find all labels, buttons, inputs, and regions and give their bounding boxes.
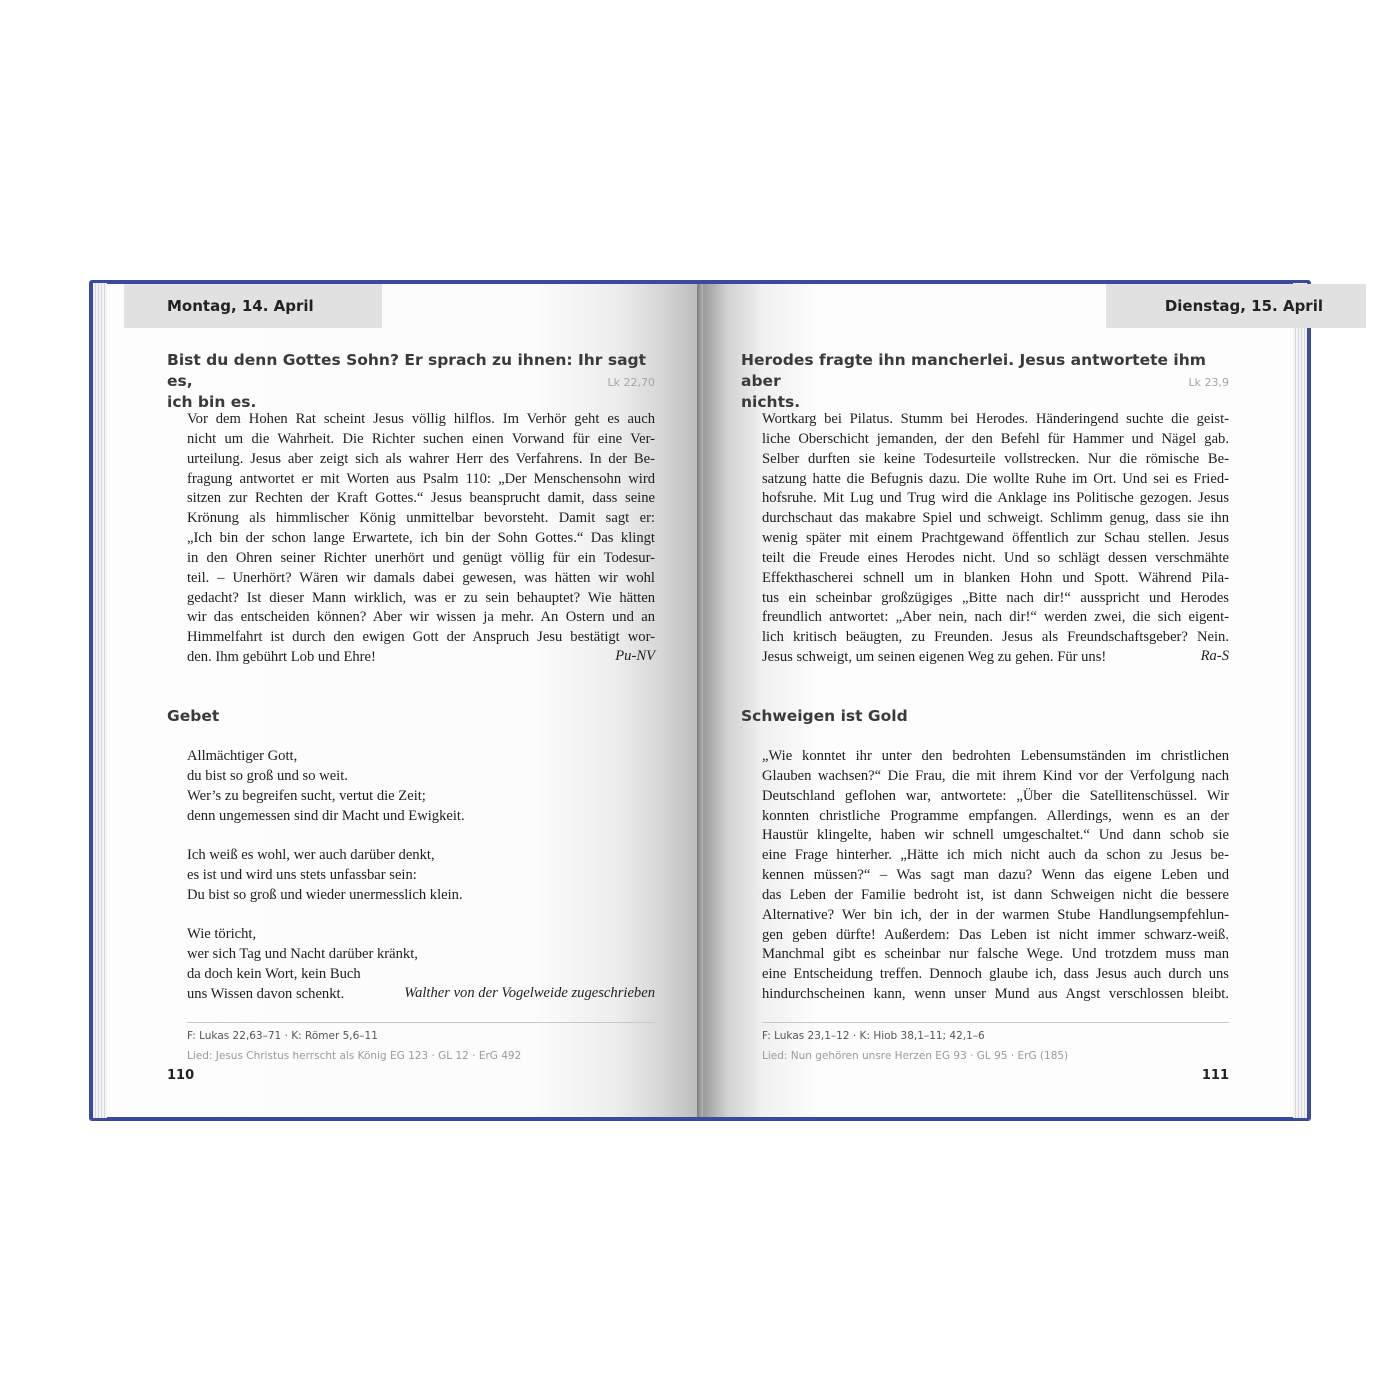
poem-line: uns Wissen davon schenkt.: [187, 985, 345, 1002]
text-line: Glauben wachsen?“ Die Frau, die mit ihrem Kind vor der Verfolgung nach: [762, 767, 1229, 784]
text-line: „Wie konntet ihr unter den bedrohten Lebensumständen im christlichen: [762, 748, 1229, 764]
day-header: Montag, 14. April: [124, 284, 382, 328]
text-line: hindurchscheinen kann, wenn unser Mund aus Angst verschlossen bleibt.: [762, 986, 1229, 1003]
text-line: gedacht? Ist dieser Mann wirklich, was er zu sein behauptet? Wie hätten: [187, 589, 655, 606]
right-page: [703, 284, 1323, 1117]
text-line: kennen müssen?“ – Was sagt man dazu? Wenn das eigene Leben und: [762, 867, 1229, 884]
footer-divider: [762, 1022, 1229, 1023]
page-number: 111: [1201, 1068, 1229, 1083]
text-line: lich kritisch beäugten, zu Freunden. Jesus als Freundschaftsgeber? Nein.: [762, 629, 1229, 646]
page-edges-left: [93, 283, 107, 1118]
story-text: [762, 747, 1229, 1005]
text-line: Manchmal gibt es scheinbar nur falsche Wege. Und trotzdem muss man: [762, 946, 1229, 963]
text-line: wenig später mit einem Prachtgewand öffentlich zur Schau stellen. Jesus: [762, 530, 1229, 547]
text-line: den. Ihm gebührt Lob und Ehre!: [187, 649, 376, 666]
poem-line: Allmächtiger Gott,: [187, 748, 298, 764]
poem-line: du bist so groß und so weit.: [187, 767, 348, 784]
page-edges-right: [1293, 283, 1307, 1118]
readings-footnote: F: Lukas 22,63–71 · K: Römer 5,6–11: [187, 1030, 378, 1042]
poem-line: wer sich Tag und Nacht darüber kränkt,: [187, 945, 418, 962]
text-line: teil. – Unerhört? Wären wir damals dabei gewesen, was hätten wir wohl: [187, 569, 655, 586]
verse-reference: Lk 22,70: [607, 376, 655, 389]
text-line: das Leben der Familie bedroht ist, ist dann Schweigen nicht die bessere: [762, 886, 1229, 903]
text-line: satzung hatte die Befugnis dazu. Die wollte Ruhe im Ort. Und sei es Fried-: [762, 470, 1229, 487]
text-line: wir das entscheiden können? Aber wir wissen ja mehr. An Ostern und an: [187, 609, 655, 626]
section-title: Schweigen ist Gold: [741, 707, 908, 725]
poem-line: es ist und wird uns stets unfassbar sein:: [187, 866, 417, 883]
text-line: Wortkarg bei Pilatus. Stumm bei Herodes. Händeringend suchte die geist-: [762, 411, 1229, 427]
song-footnote: Lied: Nun gehören unsre Herzen EG 93 · GL 95 · ErG (185): [762, 1050, 1069, 1062]
poem-line: Du bist so groß und wieder unermesslich klein.: [187, 886, 463, 903]
text-line: sitzen zur Rechten der Kraft Gottes.“ Jesus beansprucht damit, dass seine: [187, 490, 655, 507]
text-line: Haustür klingelte, haben wir schnell umgeschaltet.“ Und dann schob sie: [762, 827, 1229, 844]
text-line: Effekthascherei schnell um in blanken Hohn und Spott. Während Pila-: [762, 569, 1229, 586]
devotion-text: [187, 410, 655, 668]
devotion-author: Pu-NV: [615, 648, 655, 664]
text-line: urteilung. Jesus aber zeigt sich als wahrer Herr des Verfahrens. In der Be-: [187, 450, 655, 467]
text-line: freundlich antwortet: „Aber nein, nach dir!“ werden zwei, die sich eigent-: [762, 609, 1229, 626]
poem-line: Wie töricht,: [187, 926, 257, 942]
text-line: konnten christliche Programme empfangen. Allerdings, wenn es an der: [762, 807, 1229, 824]
text-line: gen geben dürfte! Außerdem: Das Leben ist nicht immer schwarz-weiß.: [762, 926, 1229, 943]
text-line: Himmelfahrt ist durch den ewigen Gott der Anspruch Jesu bestätigt wor-: [187, 629, 655, 646]
text-line: Alternative? Wer bin ich, der in der warmen Stube Handlungsempfehlun-: [762, 906, 1229, 923]
text-line: teilt die Freude eines Herodes nicht. Und so schlägt dessen verschmähte: [762, 549, 1229, 566]
text-line: eine Entscheidung treffen. Dennoch glaube ich, dass Jesus auch durch uns: [762, 966, 1229, 983]
song-footnote: Lied: Jesus Christus herrscht als König EG 123 · GL 12 · ErG 492: [187, 1050, 522, 1062]
text-line: hofsruhe. Mit Lug und Trug wird die Anklage ins Politische gezogen. Jesus: [762, 490, 1229, 507]
text-line: nicht um die Wahrheit. Die Richter suchen einen Vorwand für eine Ver-: [187, 430, 655, 447]
verse-reference: Lk 23,9: [1188, 376, 1229, 389]
text-line: Selber durften sie keine Todesurteile vollstrecken. Nur die römische Be-: [762, 450, 1229, 467]
footer-divider: [187, 1022, 655, 1023]
left-page: [107, 284, 697, 1117]
prayer-stanza: [187, 846, 463, 906]
poem-line: Ich weiß es wohl, wer auch darüber denkt,: [187, 847, 435, 863]
poem-line: da doch kein Wort, kein Buch: [187, 965, 361, 982]
text-line: in den Ohren seiner Richter unerhört und genügt völlig für ein Todesur-: [187, 549, 655, 566]
prayer-stanza: [187, 925, 418, 1004]
devotion-text: [762, 410, 1229, 668]
text-line: „Ich bin der schon lange Erwartete, ich bin der Sohn Gottes.“ Das klingt: [187, 530, 655, 547]
section-title: Gebet: [167, 707, 220, 725]
text-line: fragung antwortet er mit Worten aus Psalm 110: „Der Menschensohn wird: [187, 470, 655, 487]
text-line: Deutschland geflohen war, antwortete: „Über die Satellitenschüssel. Wir: [762, 787, 1229, 804]
poem-line: denn ungemessen sind dir Macht und Ewigkeit.: [187, 807, 465, 824]
text-line: Vor dem Hohen Rat scheint Jesus völlig hilflos. Im Verhör geht es auch: [187, 411, 655, 427]
day-header: Dienstag, 15. April: [1106, 284, 1366, 328]
prayer-author: Walther von der Vogelweide zugeschrieben: [404, 985, 655, 1001]
text-line: Jesus schweigt, um seinen eigenen Weg zu gehen. Für uns!: [762, 649, 1107, 666]
verse-line: Herodes fragte ihn mancherlei. Jesus antwortete ihm aber: [741, 351, 1206, 390]
open-book: [89, 280, 1323, 1121]
text-line: tus ein scheinbar großzügiges „Bitte nach dir!“ ausspricht und Herodes: [762, 589, 1229, 606]
verse-line: nichts.: [741, 393, 801, 411]
text-line: liche Oberschicht jemanden, der den Befehl für Hammer und Nägel gab.: [762, 430, 1229, 447]
verse-line: ich bin es.: [167, 393, 257, 411]
text-line: durchschaut das makabre Spiel und schweigt. Schlimm genug, dass sie ihn: [762, 510, 1229, 527]
text-line: Krönung als himmlischer König unmittelbar bevorsteht. Damit sagt er:: [187, 510, 655, 527]
page-number: 110: [167, 1068, 195, 1083]
verse-line: Bist du denn Gottes Sohn? Er sprach zu ihnen: Ihr sagt es,: [167, 351, 647, 390]
readings-footnote: F: Lukas 23,1–12 · K: Hiob 38,1–11; 42,1–6: [762, 1030, 985, 1042]
prayer-stanza: [187, 747, 465, 826]
text-line: eine Frage hinterher. „Hätte ich mich nicht auch da schon zu Jesus be-: [762, 847, 1229, 864]
poem-line: Wer’s zu begreifen sucht, vertut die Zeit;: [187, 787, 426, 804]
devotion-author: Ra-S: [1200, 648, 1229, 664]
